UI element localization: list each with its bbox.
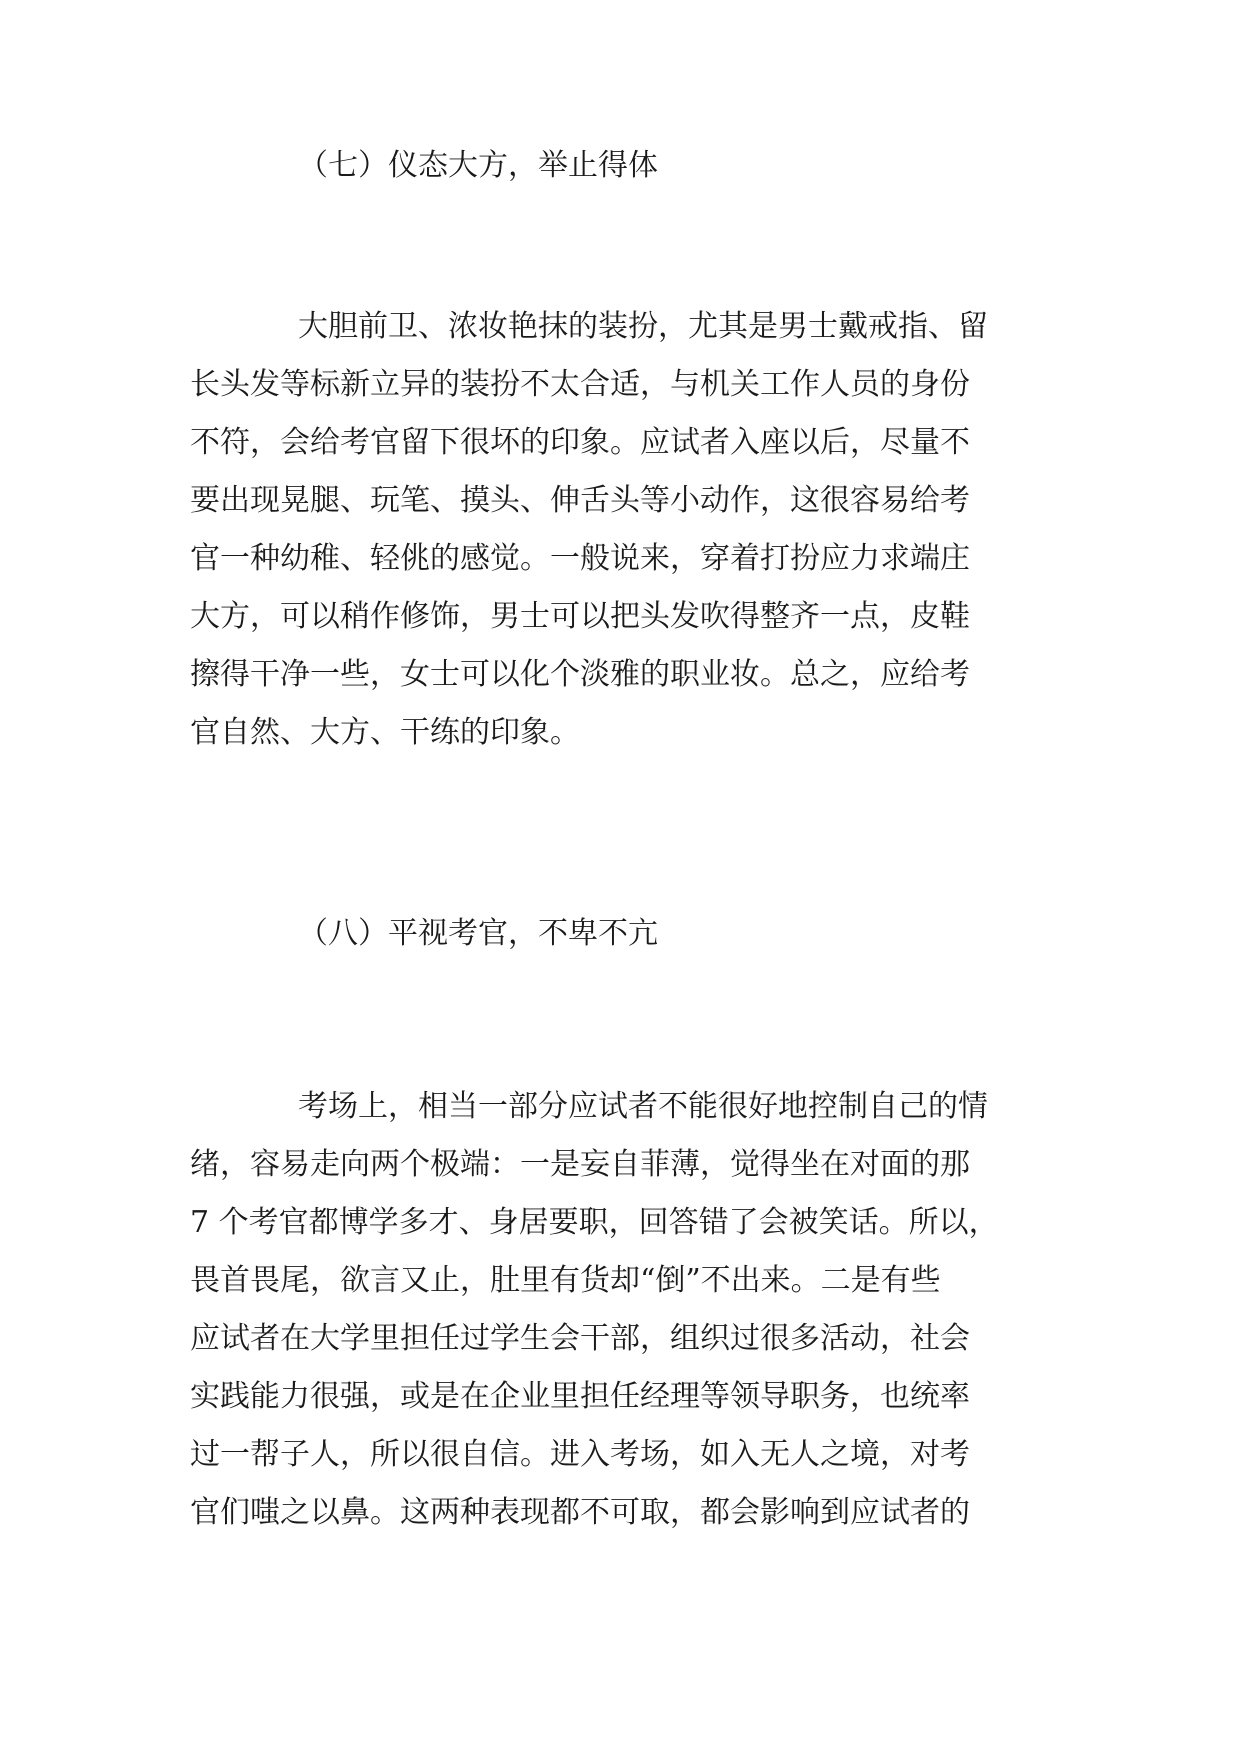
paragraph-line: 长头发等标新立异的装扮不太合适，与机关工作人员的身份 bbox=[190, 367, 970, 402]
paragraph-line: 考场上，相当一部分应试者不能很好地控制自己的情 bbox=[298, 1089, 988, 1124]
paragraph-line: 要出现晃腿、玩笔、摸头、伸舌头等小动作，这很容易给考 bbox=[190, 483, 970, 518]
paragraph-line: 大方，可以稍作修饰，男士可以把头发吹得整齐一点，皮鞋 bbox=[190, 599, 970, 634]
paragraph-line: 7 个考官都博学多才、身居要职，回答错了会被笑话。所以， bbox=[190, 1205, 999, 1240]
section-heading-7: （七）仪态大方，举止得体 bbox=[298, 148, 658, 183]
paragraph-line: 擦得干净一些，女士可以化个淡雅的职业妆。总之，应给考 bbox=[190, 657, 970, 692]
paragraph-line: 畏首畏尾，欲言又止，肚里有货却“倒”不出来。二是有些 bbox=[190, 1263, 941, 1298]
paragraph-line: 过一帮子人，所以很自信。进入考场，如入无人之境，对考 bbox=[190, 1437, 970, 1472]
paragraph-7 bbox=[190, 298, 1060, 762]
paragraph-8 bbox=[190, 1078, 1060, 1542]
paragraph-line: 绪，容易走向两个极端：一是妄自菲薄，觉得坐在对面的那 bbox=[190, 1147, 970, 1182]
paragraph-line: 应试者在大学里担任过学生会干部，组织过很多活动，社会 bbox=[190, 1321, 970, 1356]
paragraph-line: 官们嗤之以鼻。这两种表现都不可取，都会影响到应试者的 bbox=[190, 1495, 970, 1530]
paragraph-line: 实践能力很强，或是在企业里担任经理等领导职务，也统率 bbox=[190, 1379, 970, 1414]
paragraph-line: 官自然、大方、干练的印象。 bbox=[190, 715, 580, 750]
paragraph-line: 官一种幼稚、轻佻的感觉。一般说来，穿着打扮应力求端庄 bbox=[190, 541, 970, 576]
paragraph-line: 大胆前卫、浓妆艳抹的装扮，尤其是男士戴戒指、留 bbox=[298, 309, 988, 344]
paragraph-line: 不符，会给考官留下很坏的印象。应试者入座以后，尽量不 bbox=[190, 425, 970, 460]
section-heading-8: （八）平视考官，不卑不亢 bbox=[298, 916, 658, 951]
